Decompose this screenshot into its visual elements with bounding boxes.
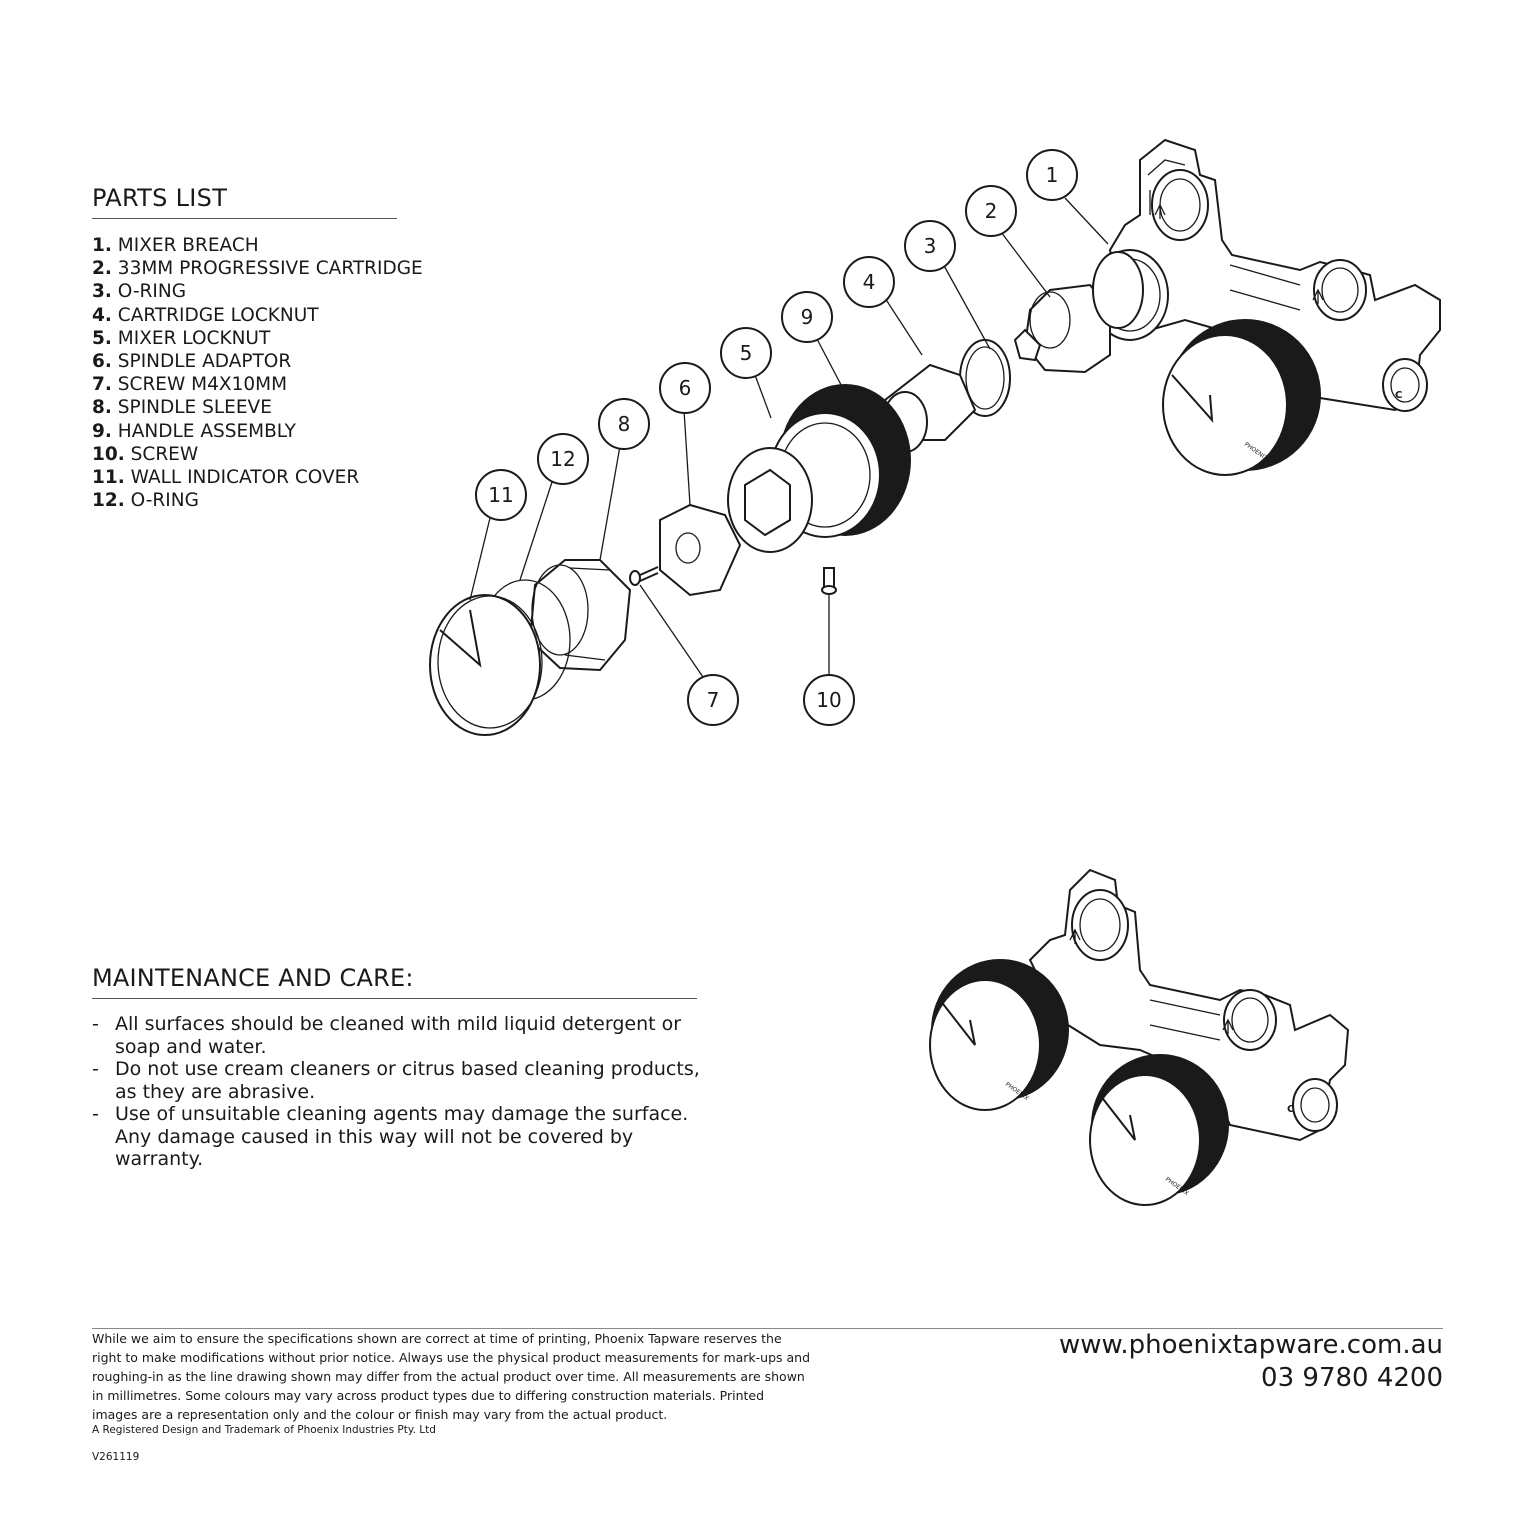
wall-indicator-cover-part: [430, 595, 542, 735]
callout-8: [599, 399, 649, 449]
part-number: 11.: [92, 467, 125, 489]
part-label: CARTRIDGE LOCKNUT: [117, 304, 319, 326]
callout-6: [660, 363, 710, 413]
callout-label: 2: [984, 199, 998, 223]
callout-label: 5: [739, 341, 753, 365]
callout-5: [721, 328, 771, 378]
mixer-locknut-part: [728, 448, 812, 552]
part-number: 8.: [92, 397, 112, 419]
brand-mark: PHOENIX: [1003, 1080, 1030, 1103]
part-label: SCREW M4X10MM: [117, 374, 288, 396]
callout-label: 11: [488, 483, 514, 507]
part-number: 10.: [92, 443, 125, 465]
part-number: 5.: [92, 327, 112, 349]
callout-label: 1: [1045, 163, 1059, 187]
part-number: 3.: [92, 281, 112, 303]
callout-label: 3: [923, 234, 937, 258]
part-number: 7.: [92, 374, 112, 396]
phone-number: 03 9780 4200: [1261, 1363, 1443, 1393]
assembled-view-drawing: [930, 870, 1348, 1205]
maintenance-item: - Do not use cream cleaners or citrus based cleaning products, as they are abrasive.: [92, 1058, 712, 1103]
website-url[interactable]: www.phoenixtapware.com.au: [1058, 1330, 1443, 1360]
part-number: 9.: [92, 420, 112, 442]
part-number: 4.: [92, 304, 112, 326]
screw-part-7: [630, 567, 658, 585]
brand-mark: PHOENIX: [1163, 1175, 1190, 1198]
part-label: O-RING: [117, 281, 187, 303]
cold-marker: C: [1395, 390, 1403, 401]
maintenance-title: MAINTENANCE AND CARE:: [92, 964, 414, 992]
callout-9: [782, 292, 832, 342]
callout-label: 6: [678, 376, 692, 400]
maintenance-list: [92, 1013, 712, 1171]
parts-list-title: PARTS LIST: [92, 184, 228, 212]
callout-1: [1027, 150, 1077, 200]
part-label: SPINDLE ADAPTOR: [117, 351, 292, 373]
callout-label: 7: [706, 688, 720, 712]
part-label: HANDLE ASSEMBLY: [117, 420, 296, 442]
assembled-handle-top: [1163, 320, 1320, 475]
callout-7: [688, 675, 738, 725]
brand-mark: PHOENIX: [1242, 440, 1269, 463]
callout-label: 4: [862, 270, 876, 294]
part-label: MIXER BREACH: [117, 235, 259, 256]
maintenance-item: - All surfaces should be cleaned with mild liquid detergent or soap and water.: [92, 1013, 712, 1058]
disclaimer-text: While we aim to ensure the specifications shown are correct at time of printing, Phoenix Tapware reserves the right to make modifications without prior notice. Always use the physical product measurements for mark-ups and roughing-in as the line drawing shown may differ from the actual product over time. All measurements are shown in millimetres. Some colours may vary across product types due to differing construction materials. Printed images are a representation only and the colour or finish may vary from the actual product.: [92, 1331, 811, 1422]
part-label: SCREW: [130, 443, 199, 465]
callout-label: 8: [617, 412, 631, 436]
part-label: 33MM PROGRESSIVE CARTRIDGE: [117, 258, 423, 280]
part-number: 12.: [92, 490, 125, 512]
cartridge-part: [1015, 252, 1143, 372]
spindle-sleeve-part: [530, 560, 630, 670]
part-label: WALL INDICATOR COVER: [130, 467, 360, 489]
callout-4: [844, 257, 894, 307]
part-label: SPINDLE SLEEVE: [117, 397, 272, 419]
callout-11: [476, 470, 526, 520]
callout-3: [905, 221, 955, 271]
callout-2: [966, 186, 1016, 236]
part-label: O-RING: [130, 490, 199, 512]
part-number: 6.: [92, 351, 112, 373]
registered-trademark-note: A Registered Design and Trademark of Phoenix Industries Pty. Ltd: [92, 1424, 436, 1436]
part-number: 2.: [92, 258, 112, 280]
screw-part-10: [822, 568, 836, 594]
callout-label: 10: [816, 688, 842, 712]
cold-marker: C: [1287, 1104, 1295, 1115]
part-number: 1.: [92, 235, 112, 256]
maintenance-divider: [92, 998, 697, 999]
callout-label: 12: [550, 447, 576, 471]
callout-12: [538, 434, 588, 484]
part-label: MIXER LOCKNUT: [117, 327, 271, 349]
callout-label: 9: [800, 305, 814, 329]
callout-10: [804, 675, 854, 725]
spindle-adaptor-part: [660, 505, 740, 595]
maintenance-item: - Use of unsuitable cleaning agents may damage the surface. Any damage caused in this way will not be covered by warranty.: [92, 1103, 712, 1171]
document-version: V261119: [92, 1451, 140, 1463]
